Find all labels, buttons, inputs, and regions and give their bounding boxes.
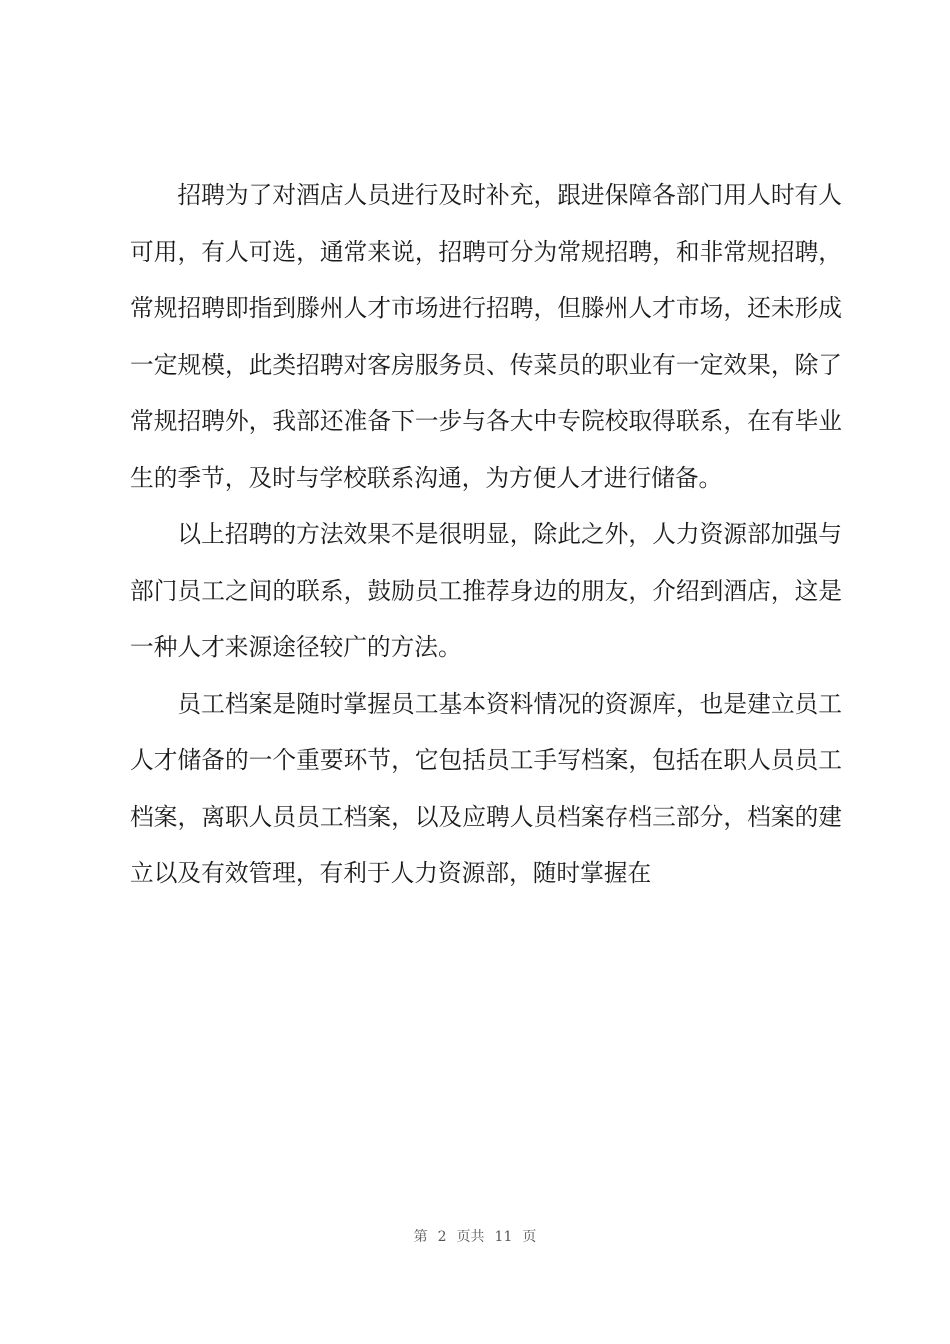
footer-page-number: 2 xyxy=(437,1229,447,1245)
footer-total-pages: 11 xyxy=(494,1229,513,1245)
page-footer xyxy=(0,1226,950,1246)
footer-prefix: 第 xyxy=(413,1229,428,1245)
paragraph-recruitment-methods: 以上招聘的方法效果不是很明显，除此之外，人力资源部加强与部门员工之间的联系，鼓励员工推荐身边的朋友，介绍到酒店，这是一种人才来源途径较广的方法。 xyxy=(130,520,842,661)
body-text xyxy=(130,167,842,902)
paragraph-employee-files: 员工档案是随时掌握员工基本资料情况的资源库，也是建立员工人才储备的一个重要环节，它包括员工手写档案，包括在职人员员工档案，离职人员员工档案，以及应聘人员档案存档三部分，档案的建立以及有效管理，有利于人力资源部，随时掌握在 xyxy=(130,689,842,887)
footer-middle: 页共 xyxy=(456,1229,485,1245)
paragraph-recruitment: 招聘为了对酒店人员进行及时补充，跟进保障各部门用人时有人可用，有人可选，通常来说，招聘可分为常规招聘，和非常规招聘，常规招聘即指到滕州人才市场进行招聘，但滕州人才市场，还未形成一定规模，此类招聘对客房服务员、传菜员的职业有一定效果，除了常规招聘外，我部还准备下一步与各大中专院校取得联系，在有毕业生的季节，及时与学校联系沟通，为方便人才进行储备。 xyxy=(130,181,842,492)
footer-suffix: 页 xyxy=(522,1229,537,1245)
